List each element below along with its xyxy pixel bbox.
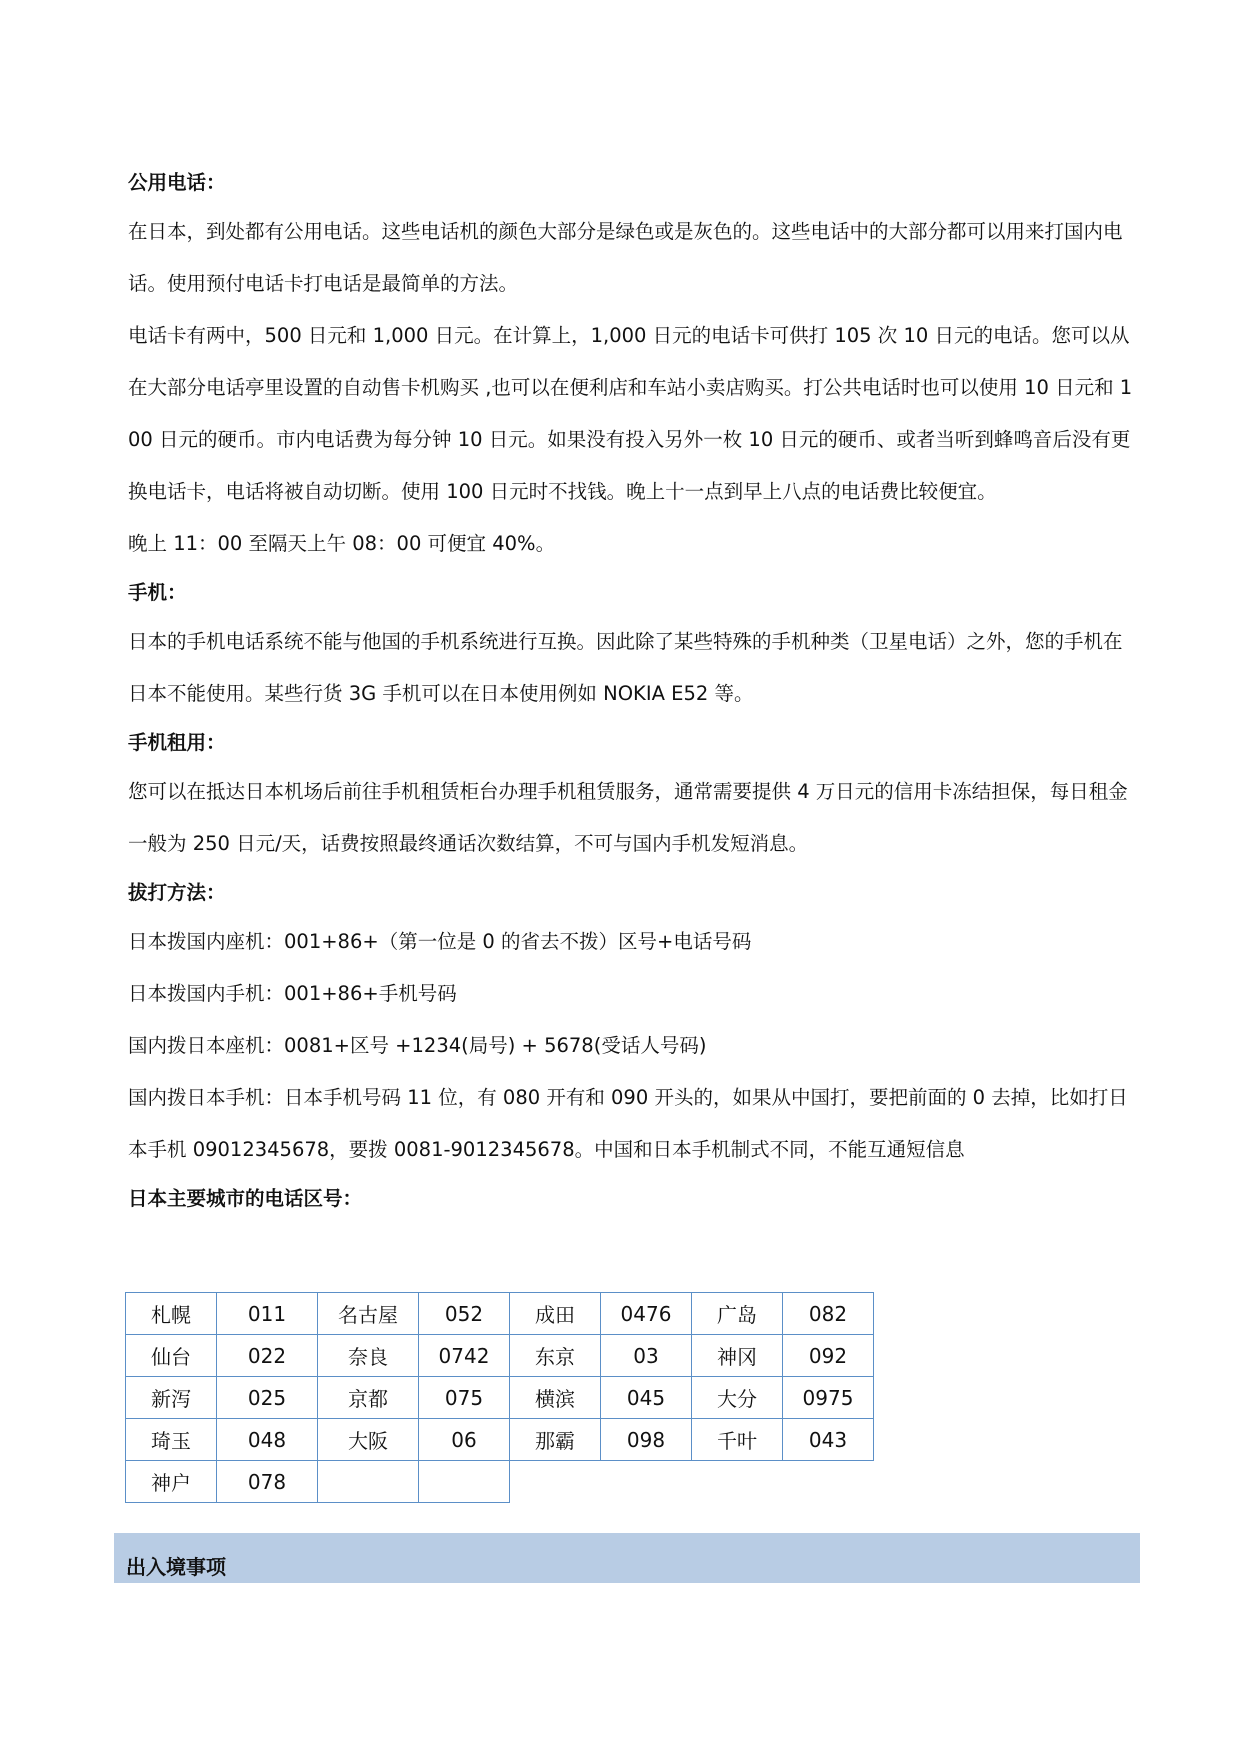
code-cell: 052: [419, 1293, 510, 1335]
payphone-paragraph-1: 在日本，到处都有公用电话。这些电话机的颜色大部分是绿色或是灰色的。这些电话中的大部分都可以用来打国内电话。使用预付电话卡打电话是最简单的方法。: [128, 220, 1123, 295]
city-cell: 成田: [510, 1293, 601, 1335]
code-cell: 082: [783, 1293, 874, 1335]
code-cell: 048: [217, 1419, 318, 1461]
payphone-paragraph-2: 电话卡有两中，500 日元和 1,000 日元。在计算上，1,000 日元的电话卡可供打 105 次 10 日元的电话。您可以从在大部分电话亭里设置的自动售卡机购买 ,也可以在便利店和车站小卖店购买。打公共电话时也可以使用 10 日元和 100 日元的硬币。市内电话费为每分钟 10 日元。如果没有投入另外一枚 10 日元的硬币、或者当听到蜂鸣音后没有更换电话卡，电话将被自动切断。使用 100 日元时不找钱。晚上十一点到早上八点的电话费比较便宜。: [128, 324, 1133, 503]
code-cell: 092: [783, 1335, 874, 1377]
code-cell: 03: [601, 1335, 692, 1377]
city-cell: 仙台: [126, 1335, 217, 1377]
table-row: [126, 1461, 874, 1503]
code-cell: 025: [217, 1377, 318, 1419]
city-cell: 横滨: [510, 1377, 601, 1419]
city-cell: 琦玉: [126, 1419, 217, 1461]
dialing-paragraph-japan-mobile: 国内拨日本手机：日本手机号码 11 位，有 080 开有和 090 开头的，如果从中国打，要把前面的 0 去掉，比如打日本手机 09012345678，要拨 0081-9012345678。中国和日本手机制式不同，不能互通短信息: [128, 1086, 1128, 1161]
table-row: [126, 1335, 874, 1377]
empty-cell: [419, 1461, 510, 1503]
city-cell: 新泻: [126, 1377, 217, 1419]
city-cell: 那霸: [510, 1419, 601, 1461]
city-cell: 名古屋: [318, 1293, 419, 1335]
dialing-line-landline: 日本拨国内座机：001+86+（第一位是 0 的省去不拨）区号+电话号码: [128, 930, 752, 953]
blank-cell: [783, 1461, 874, 1503]
blank-cell: [510, 1461, 601, 1503]
payphone-heading: 公用电话：: [128, 171, 226, 194]
code-cell: 0975: [783, 1377, 874, 1419]
blank-cell: [601, 1461, 692, 1503]
city-cell: 神冈: [692, 1335, 783, 1377]
city-cell: 札幌: [126, 1293, 217, 1335]
mobile-heading: 手机：: [128, 581, 187, 604]
empty-cell: [318, 1461, 419, 1503]
next-section-bar: [114, 1533, 1140, 1583]
dialing-line-japan-landline: 国内拨日本座机：0081+区号 +1234(局号) + 5678(受话人号码): [128, 1034, 707, 1057]
area-codes-heading: 日本主要城市的电话区号：: [128, 1187, 363, 1210]
code-cell: 06: [419, 1419, 510, 1461]
city-cell: 广岛: [692, 1293, 783, 1335]
blank-cell: [692, 1461, 783, 1503]
city-cell: 东京: [510, 1335, 601, 1377]
code-cell: 043: [783, 1419, 874, 1461]
city-cell: 大分: [692, 1377, 783, 1419]
code-cell: 0476: [601, 1293, 692, 1335]
area-code-table: [125, 1292, 874, 1503]
code-cell: 022: [217, 1335, 318, 1377]
code-cell: 098: [601, 1419, 692, 1461]
table-row: [126, 1293, 874, 1335]
code-cell: 011: [217, 1293, 318, 1335]
code-cell: 045: [601, 1377, 692, 1419]
next-section-title: 出入境事项: [126, 1555, 226, 1579]
dialing-heading: 拔打方法：: [128, 881, 226, 904]
city-cell: 神户: [126, 1461, 217, 1503]
city-cell: 奈良: [318, 1335, 419, 1377]
city-cell: 京都: [318, 1377, 419, 1419]
code-cell: 0742: [419, 1335, 510, 1377]
code-cell: 078: [217, 1461, 318, 1503]
code-cell: 075: [419, 1377, 510, 1419]
payphone-paragraph-3: 晚上 11：00 至隔天上午 08：00 可便宜 40%。: [128, 532, 556, 555]
dialing-line-mobile: 日本拨国内手机：001+86+手机号码: [128, 982, 457, 1005]
rental-paragraph: 您可以在抵达日本机场后前往手机租赁柜台办理手机租赁服务，通常需要提供 4 万日元的信用卡冻结担保，每日租金一般为 250 日元/天，话费按照最终通话次数结算，不可与国内手机发短消息。: [128, 780, 1128, 855]
city-cell: 千叶: [692, 1419, 783, 1461]
table-row: [126, 1419, 874, 1461]
rental-heading: 手机租用：: [128, 731, 226, 754]
document-body: [128, 160, 1133, 1222]
mobile-paragraph: 日本的手机电话系统不能与他国的手机系统进行互换。因此除了某些特殊的手机种类（卫星电话）之外，您的手机在日本不能使用。某些行货 3G 手机可以在日本使用例如 NOKIA E52 等。: [128, 630, 1123, 705]
table-row: [126, 1377, 874, 1419]
city-cell: 大阪: [318, 1419, 419, 1461]
